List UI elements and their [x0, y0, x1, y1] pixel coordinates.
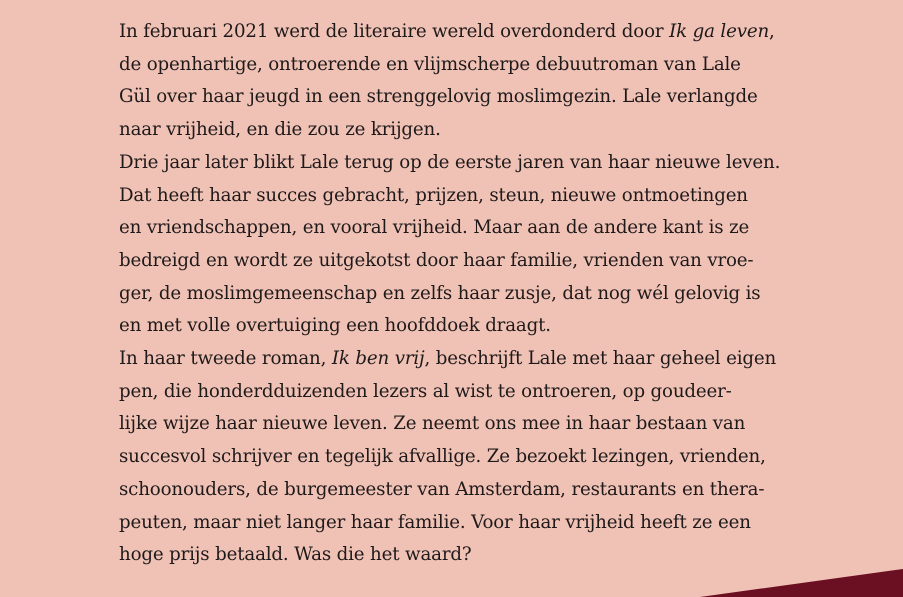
text-line — [119, 278, 799, 311]
text-segment: de openhartige, ontroerende en vlijmscherpe debuutroman van Lale — [119, 53, 741, 75]
text-segment: bedreigd en wordt ze uitgekotst door haar familie, vrienden van vroe- — [119, 249, 754, 271]
text-segment: hoge prijs betaald. Was die het waard? — [119, 544, 472, 566]
paragraph-3 — [119, 343, 799, 572]
text-segment: peuten, maar niet langer haar familie. Voor haar vrijheid heeft ze een — [119, 511, 751, 533]
text-segment: , — [769, 21, 775, 42]
text-segment: Gül over haar jeugd in een strenggelovig moslimgezin. Lale verlangde — [119, 86, 758, 108]
text-segment: lijke wijze haar nieuwe leven. Ze neemt ons mee in haar bestaan van — [119, 413, 746, 435]
text-segment: Dat heeft haar succes gebracht, prijzen, steun, nieuwe ontmoetingen — [119, 184, 748, 206]
text-segment: schoonouders, de burgemeester van Amsterdam, restaurants en thera- — [119, 478, 765, 500]
paragraph-1 — [119, 16, 799, 147]
text-segment: naar vrijheid, en die zou ze krijgen. — [119, 119, 441, 141]
text-line — [119, 114, 799, 147]
book-title-italic: Ik ga leven — [669, 21, 770, 42]
text-line — [119, 474, 799, 507]
text-segment: Drie jaar later blikt Lale terug op de eerste jaren van haar nieuwe leven. — [119, 151, 781, 173]
book-title-italic: Ik ben vrij — [331, 348, 425, 370]
text-segment: en met volle overtuiging een hoofddoek draagt. — [119, 315, 551, 337]
text-line — [119, 310, 799, 343]
text-line — [119, 376, 799, 409]
text-line — [119, 81, 799, 114]
text-segment: en vriendschappen, en vooral vrijheid. Maar aan de andere kant is ze — [119, 217, 750, 239]
text-line — [119, 408, 799, 441]
text-segment: pen, die honderdduizenden lezers al wist te ontroeren, op goudeer- — [119, 380, 732, 402]
text-segment: In februari 2021 werd de literaire wereld overdonderd door — [119, 21, 670, 42]
text-line — [119, 245, 799, 278]
text-line — [119, 180, 799, 213]
paragraph-2 — [119, 147, 799, 343]
text-segment: succesvol schrijver en tegelijk afvallige. Ze bezoekt lezingen, vrienden, — [119, 446, 766, 468]
text-line — [119, 147, 799, 180]
text-segment: In haar tweede roman, — [119, 348, 332, 370]
text-segment: ger, de moslimgemeenschap en zelfs haar zusje, dat nog wél gelovig is — [119, 282, 761, 304]
blurb-text — [119, 16, 799, 572]
text-line — [119, 539, 799, 572]
text-line — [119, 212, 799, 245]
text-line — [119, 507, 799, 540]
text-segment: , beschrijft Lale met haar geheel eigen — [424, 348, 777, 370]
text-line — [119, 343, 799, 376]
text-line — [119, 16, 799, 49]
text-line — [119, 441, 799, 474]
text-line — [119, 49, 799, 82]
